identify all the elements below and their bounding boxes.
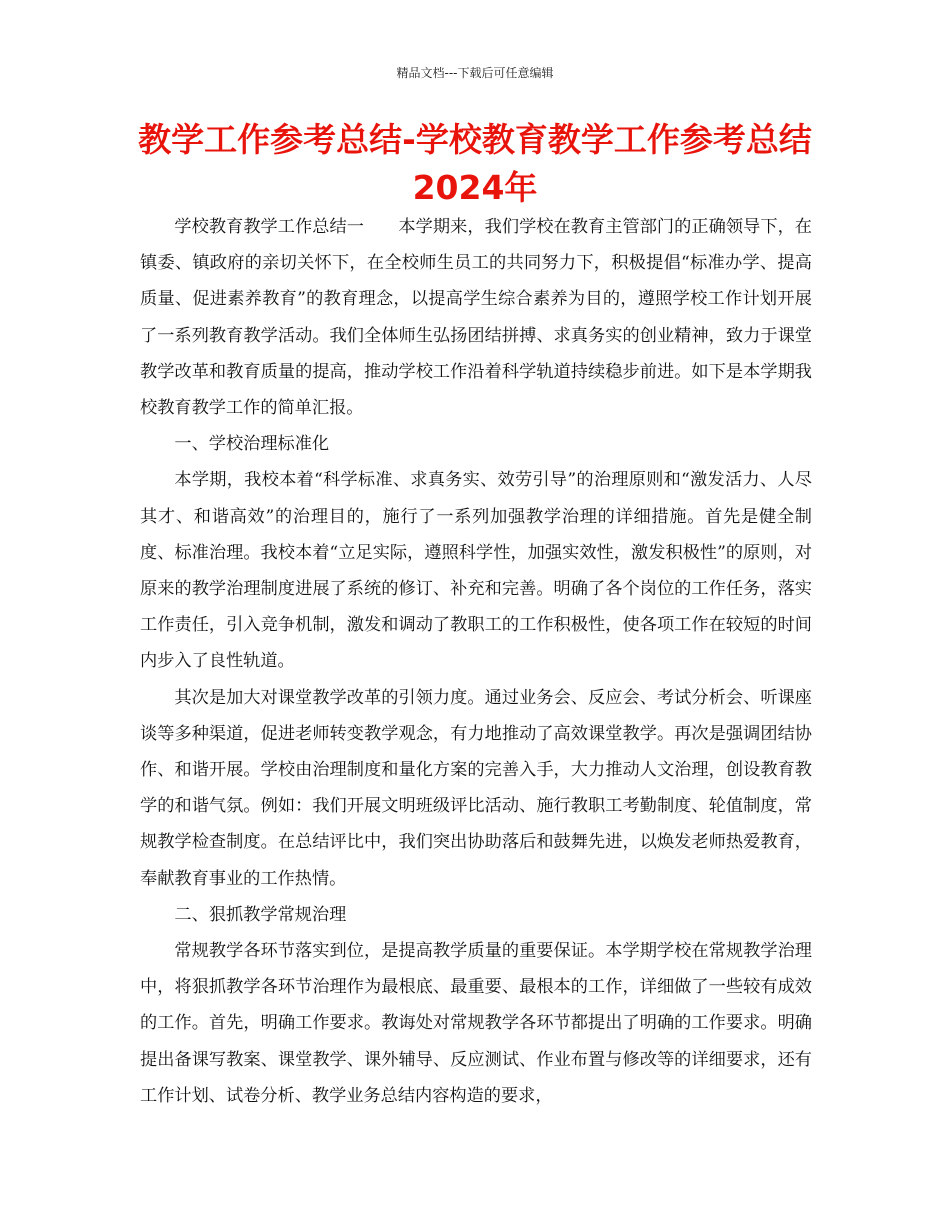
paragraph-intro: 学校教育教学工作总结一 本学期来，我们学校在教育主管部门的正确领导下，在镇委、镇政府的亲切关怀下，在全校师生员工的共同努力下，积极提倡“标准办学、提高质量、促进素养教育”的教育理念，以提高学生综合素养为目的，遵照学校工作计划开展了一系列教育教学活动。我们全体师生弘扬团结拼搏、求真务实的创业精神，致力于课堂教学改革和教育质量的提高，推动学校工作沿着科学轨道持续稳步前进。如下是本学期我校教育教学工作的简单汇报。 xyxy=(140,217,812,419)
page-header: 精品文档---下载后可任意编辑 xyxy=(396,66,554,80)
paragraph: 常规教学各环节落实到位，是提高教学质量的重要保证。本学期学校在常规教学治理中，将狠抓教学各环节治理作为最根底、最重要、最根本的工作，详细做了一些较有成效的工作。首先，明确工作要求。教诲处对常规教学各环节都提出了明确的工作要求。明确提出备课写教案、课堂教学、课外辅导、反应测试、作业布置与修改等的详细要求，还有工作计划、试卷分析、教学业务总结内容构造的要求， xyxy=(140,941,812,1106)
section-heading-1: 一、学校治理标准化 xyxy=(174,434,330,455)
document-title: 教学工作参考总结-学校教育教学工作参考总结 2024年 xyxy=(138,120,812,207)
paragraph: 本学期，我校本着“科学标准、求真务实、效劳引导”的治理原则和“激发活力、人尽其才、和谐高效”的治理目的，施行了一系列加强教学治理的详细措施。首先是健全制度、标准治理。我校本着“立足实际，遵照科学性，加强实效性，激发积极性”的原则，对原来的教学治理制度进展了系统的修订、补充和完善。明确了各个岗位的工作任务，落实工作责任，引入竞争机制，激发和调动了教职工的工作积极性，使各项工作在较短的时间内步入了良性轨道。 xyxy=(140,470,812,672)
document-body xyxy=(140,209,812,1114)
paragraph: 其次是加大对课堂教学改革的引领力度。通过业务会、反应会、考试分析会、听课座谈等多种渠道，促进老师转变教学观念，有力地推动了高效课堂教学。再次是强调团结协作、和谐开展。学校由治理制度和量化方案的完善入手，大力推动人文治理，创设教育教学的和谐气氛。例如：我们开展文明班级评比活动、施行教职工考勤制度、轮值制度，常规教学检查制度。在总结评比中，我们突出协助落后和鼓舞先进，以焕发老师热爱教育，奉献教育事业的工作热情。 xyxy=(140,687,812,889)
section-heading-2: 二、狠抓教学常规治理 xyxy=(174,904,347,925)
